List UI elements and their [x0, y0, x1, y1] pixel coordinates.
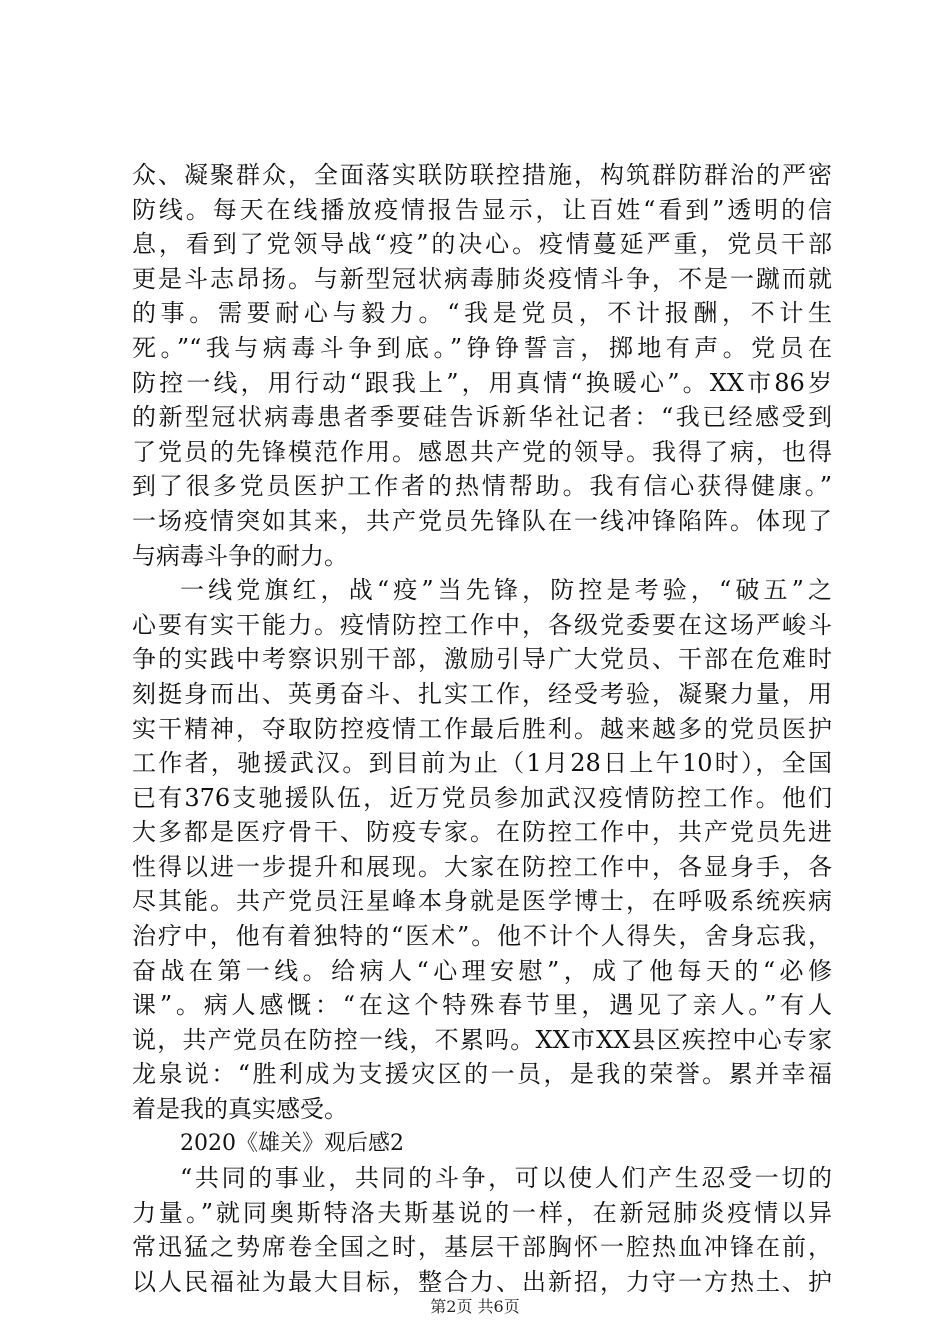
text-line: 一线党旗红，战“疫”当先锋，防控是考验，“破五”之 [180, 576, 832, 605]
text-line: 的新型冠状病毒患者季要硅告诉新华社记者：“我已经感受到 [132, 403, 832, 432]
text-line: 了党员的先锋模范作用。感恩共产党的领导。我得了病，也得 [132, 437, 832, 466]
text-line: 死。”“我与病毒斗争到底。”铮铮誓言，掷地有声。党员在 [132, 333, 832, 362]
text-line: 说，共产党员在防控一线，不累吗。XX市XX县区疾控中心专家 [132, 1025, 832, 1054]
text-line: 到了很多党员医护工作者的热情帮助。我有信心获得健康。” [132, 472, 832, 501]
text-line: 工作者，驰援武汉。到目前为止（1月28日上午10时），全国 [132, 749, 832, 778]
document-body [132, 158, 832, 1300]
text-line: 刻挺身而出、英勇奋斗、扎实工作，经受考验，凝聚力量，用 [132, 679, 832, 708]
text-line: 已有376支驰援队伍，近万党员参加武汉疫情防控工作。他们 [132, 783, 832, 812]
text-line: 大多都是医疗骨干、防疫专家。在防控工作中，共产党员先进 [132, 818, 832, 847]
page-number-footer: 第2页 共6页 [430, 1297, 520, 1316]
text-line: 争的实践中考察识别干部，激励引导广大党员、干部在危难时 [132, 645, 832, 674]
text-line: 众、凝聚群众，全面落实联防联控措施，构筑群防群治的严密 [132, 161, 832, 189]
text-line: 防控一线，用行动“跟我上”，用真情“换暖心”。XX市86岁 [132, 368, 832, 397]
text-line: 心要有实干能力。疫情防控工作中，各级党委要在这场严峻斗 [132, 610, 832, 639]
text-line: 息，看到了党领导战“疫”的决心。疫情蔓延严重，党员干部 [132, 230, 832, 259]
text-line: 力量。”就同奥斯特洛夫斯基说的一样，在新冠肺炎疫情以异 [132, 1198, 832, 1227]
text-line: 尽其能。共产党员汪星峰本身就是医学博士，在呼吸系统疾病 [132, 887, 832, 916]
text-line: “共同的事业，共同的斗争，可以使人们产生忍受一切的 [180, 1164, 832, 1193]
text-line: 治疗中，他有着独特的“医术”。他不计个人得失，舍身忘我， [132, 922, 832, 951]
text-line: 防线。每天在线播放疫情报告显示，让百姓“看到”透明的信 [132, 195, 832, 224]
text-line: 一场疫情突如其来，共产党员先锋队在一线冲锋陷阵。体现了 [132, 506, 832, 535]
text-line: 实干精神，夺取防控疫情工作最后胜利。越来越多的党员医护 [132, 714, 832, 743]
text-line: 课”。病人感慨：“在这个特殊春节里，遇见了亲人。”有人 [132, 991, 832, 1020]
section-heading: 2020《雄关》观后感2 [180, 1130, 404, 1156]
text-line: 性得以进一步提升和展现。大家在防控工作中，各显身手，各 [132, 852, 832, 881]
text-line: 与病毒斗争的耐力。 [132, 541, 348, 570]
text-line: 龙泉说：“胜利成为支援灾区的一员，是我的荣誉。累并幸福 [132, 1060, 832, 1089]
text-line: 的事。需要耐心与毅力。“我是党员，不计报酬，不计生 [132, 299, 832, 328]
text-line: 奋战在第一线。给病人“心理安慰”，成了他每天的“必修 [132, 956, 832, 985]
text-line: 常迅猛之势席卷全国之时，基层干部胸怀一腔热血冲锋在前， [132, 1233, 832, 1262]
text-line: 更是斗志昂扬。与新型冠状病毒肺炎疫情斗争，不是一蹴而就 [132, 264, 832, 293]
text-line: 以人民福祉为最大目标，整合力、出新招，力守一方热土、护 [132, 1268, 832, 1296]
text-line: 着是我的真实感受。 [132, 1095, 348, 1124]
